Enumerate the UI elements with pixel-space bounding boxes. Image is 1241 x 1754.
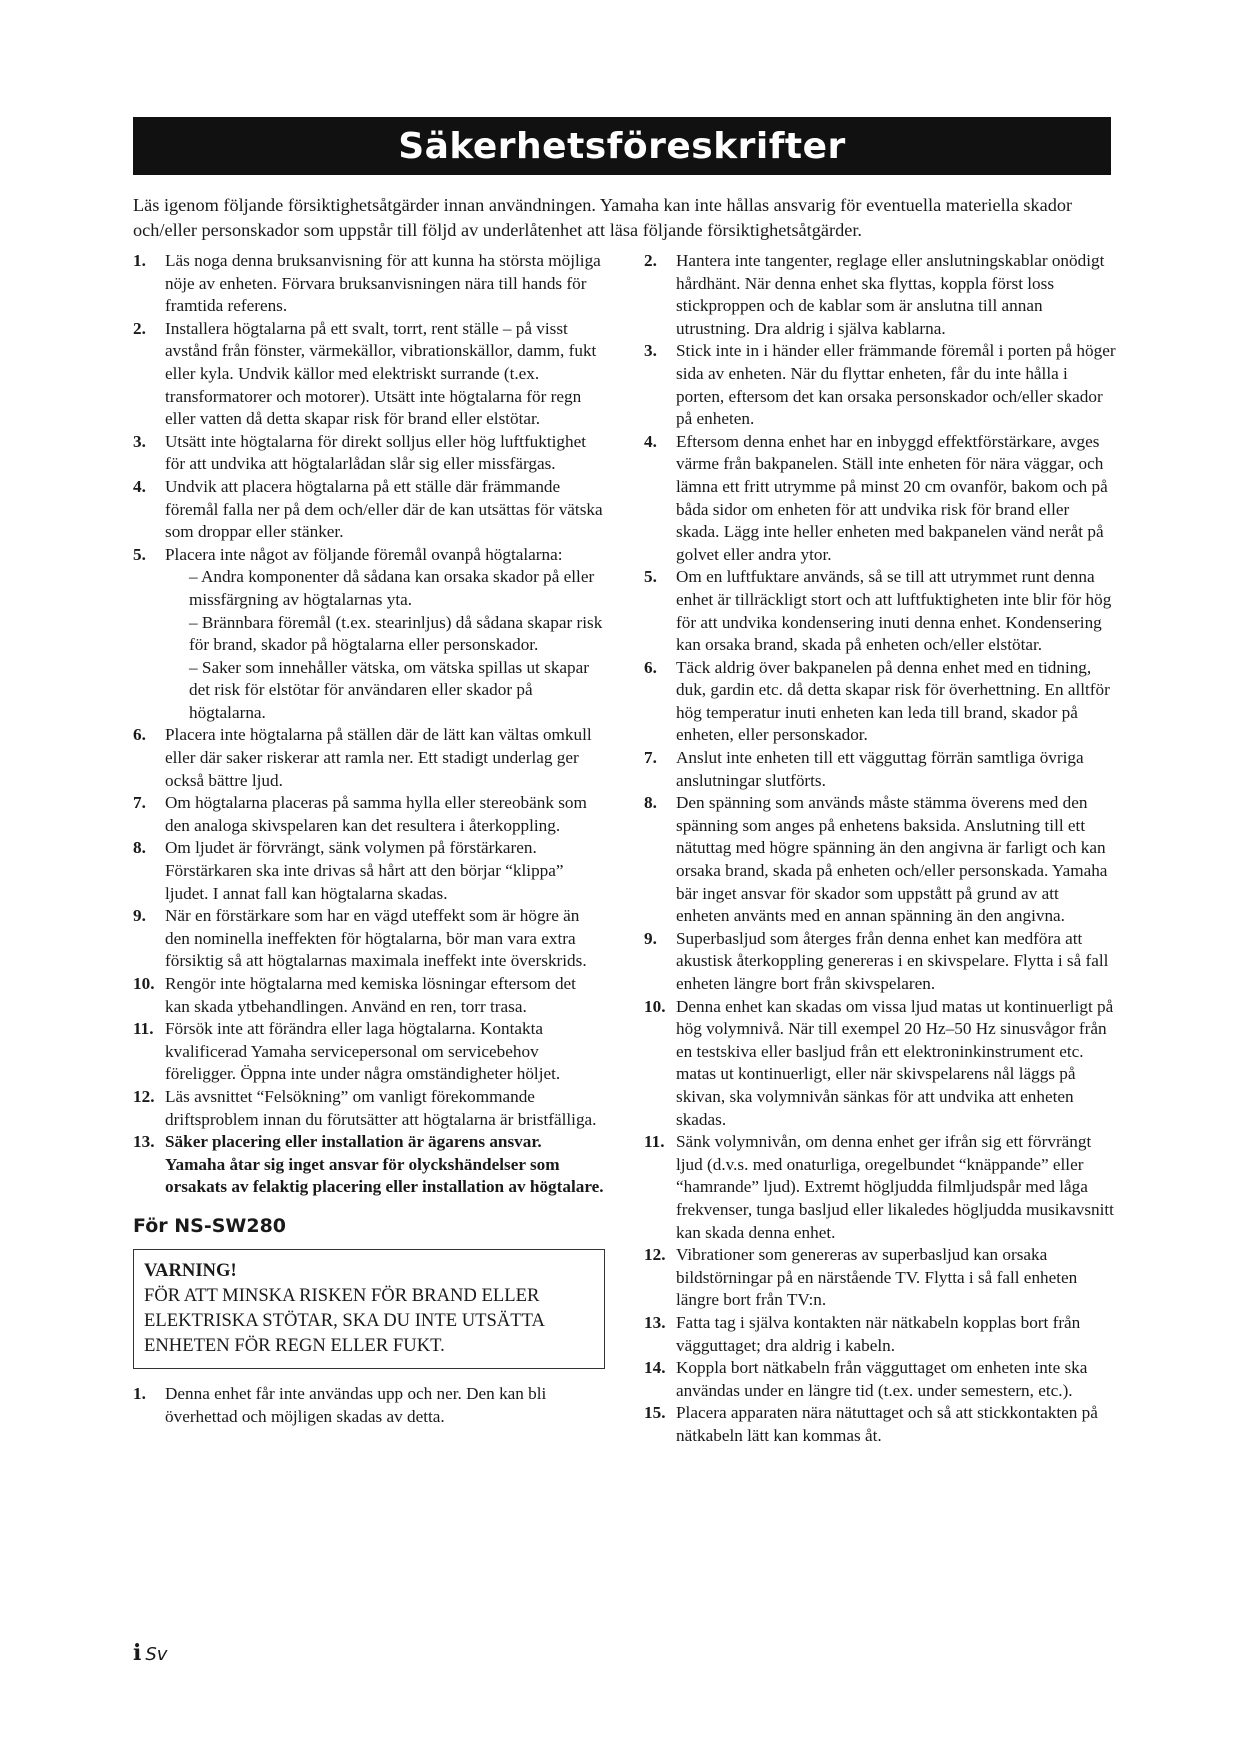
list-item: 7. Anslut inte enheten till ett vägguttag förrän samtliga övriga anslutningar slutförts. (644, 748, 1084, 790)
list-item: 2. Installera högtalarna på ett svalt, torrt, rent ställe – på visst avstånd från fönster, värmekällor, vibrationskällor, damm, fukt eller kyla. Undvik källor med elektriskt surrande (t.ex. transformatorer och motorer). Utsätt inte högtalarna för regn eller vatten då detta skapar risk för brand eller elstötar. (133, 318, 597, 429)
page-footer (133, 1640, 167, 1666)
list-item: 1. Denna enhet får inte användas upp och ner. Den kan bli överhettad och möjligen skadas av detta. (133, 1383, 547, 1426)
left-column (133, 250, 605, 1428)
page-title: Säkerhetsföreskrifter (398, 125, 846, 167)
list-item: 11. Sänk volymnivån, om denna enhet ger ifrån sig ett förvrängt ljud (d.v.s. med onaturliga, oregelbundet “knäppande” eller “hamrande” ljud). Extremt högljudda filmljudspår med låga frekvenser, tunga basljud eller likaledes högljudda musikavsnitt kan skada denna enhet. (644, 1132, 1114, 1242)
sub-list-item: – Andra komponenter då sådana kan orsaka skador på eller missfärgning av högtalarnas yta. (189, 567, 595, 609)
right-column (644, 250, 1116, 1447)
warning-title: VARNING! (144, 1259, 237, 1281)
list-item: 14. Koppla bort nätkabeln från vägguttaget om enheten inte ska användas under en längre tid (t.ex. under semestern, etc.). (644, 1358, 1088, 1400)
list-item: 15. Placera apparaten nära nätuttaget och så att stickkontakten på nätkabeln lätt kan kommas åt. (644, 1403, 1098, 1445)
list-item: 8. Om ljudet är förvrängt, sänk volymen på förstärkaren. Förstärkaren ska inte drivas så hårt att den börjar “klippa” ljudet. I annat fall kan högtalarna skadas. (133, 838, 564, 903)
list-item: 12. Läs avsnittet “Felsökning” om vanligt förekommande driftsproblem innan du förutsätter att högtalarna är bristfälliga. (133, 1086, 597, 1129)
list-item: 6. Täck aldrig över bakpanelen på denna enhet med en tidning, duk, gardin etc. då detta skapar risk för överhettning. En alltför hög temperatur inuti enheten kan leda till brand, skador på enheten, eller personskador. (644, 657, 1110, 745)
page-title-banner (133, 117, 1111, 175)
list-item: 1. Läs noga denna bruksanvisning för att kunna ha största möjliga nöje av enheten. Förvara bruksanvisningen nära till hands för framtida referens. (133, 251, 601, 316)
list-item: 13. Säker placering eller installation är ägarens ansvar. Yamaha åtar sig inget ansvar för olyckshändelser som orsakats av felaktig placering eller installation av högtalare. (133, 1132, 604, 1197)
page-number: i (133, 1640, 142, 1666)
language-code: Sv (145, 1644, 168, 1665)
list-item: 3. Utsätt inte högtalarna för direkt solljus eller hög luftfuktighet för att undvika att högtalarlådan slår sig eller missfärgas. (133, 431, 586, 474)
list-item: 7. Om högtalarna placeras på samma hylla eller stereobänk som den analoga skivspelaren kan det resultera i återkoppling. (133, 793, 587, 835)
list-item: 9. Superbasljud som återges från denna enhet kan medföra att akustisk återkoppling genereras i en skivspelare. Flytta i så fall enheten längre bort från skivspelaren. (644, 928, 1109, 993)
sub-list-item: – Brännbara föremål (t.ex. stearinljus) då sådana skapar risk för brand, skador på högtalarna eller personskador. (189, 612, 603, 655)
list-item: 11. Försök inte att förändra eller laga högtalarna. Kontakta kvalificerad Yamaha servicepersonal om servicebehov föreligger. Öppna inte under några omständigheter höljet. (133, 1019, 561, 1084)
list-item: 4. Eftersom denna enhet har en inbyggd effektförstärkare, avges värme från bakpanelen. Ställ inte enheten för nära väggar, och lämna ett fritt utrymme på minst 20 cm ovanför, bakom och på båda sidor om enheten för att undvika risk för brand eller skada. Lägg inte heller enheten med bakpanelen vänd neråt på golvet eller andra ytor. (644, 431, 1108, 564)
warning-box (133, 1249, 605, 1369)
list-item: 13. Fatta tag i själva kontakten när nätkabeln kopplas bort från vägguttaget; dra aldrig i kabeln. (644, 1312, 1081, 1355)
warning-text: FÖR ATT MINSKA RISKEN FÖR BRAND ELLER ELEKTRISKA STÖTAR, SKA DU INTE UTSÄTTA ENHETEN FÖR REGN ELLER FUKT. (144, 1284, 544, 1356)
list-item: 3. Stick inte in i händer eller främmande föremål i porten på höger sida av enheten. När du flyttar enheten, får du inte hålla i porten, eftersom det kan orsaka personskador och/eller skador på enheten. (644, 341, 1116, 429)
list-item: 8. Den spänning som används måste stämma överens med den spänning som anges på enhetens baksida. Anslutning till ett nätuttag med högre spänning än den angivna är farligt och kan orsaka brand, skada på enheten och/eller personskada. Yamaha bär inget ansvar för skador som uppstått på grund av att enheten använts med en annan spänning än den angivna. (644, 793, 1108, 926)
list-item: 12. Vibrationer som genereras av superbasljud kan orsaka bildstörningar på en närstående TV. Flytta i så fall enheten längre bort från TV:n. (644, 1245, 1078, 1310)
list-item: 6. Placera inte högtalarna på ställen där de lätt kan vältas omkull eller där saker riskerar att ramla ner. Ett stadigt underlag ger också bättre ljud. (133, 725, 592, 790)
list-item: 5. Om en luftfuktare används, så se till att utrymmet runt denna enhet är tillräckligt stort och att luftfuktigheten inte blir för hög för att undvika kondensering inuti denna enhet. Kondensering kan orsaka brand, skada på enheten och/eller elstötar. (644, 567, 1112, 655)
list-item: 10. Rengör inte högtalarna med kemiska lösningar eftersom det kan skada ytbehandlingen. Använd en ren, torr trasa. (133, 974, 576, 1016)
section-heading: För NS-SW280 (133, 1214, 287, 1237)
list-item: 10. Denna enhet kan skadas om vissa ljud matas ut kontinuerligt på hög volymnivå. När till exempel 20 Hz–50 Hz sinusvågor från en testskiva eller basljud från ett elektroninkinstrument etc. matas ut kontinuerligt, eller när skivspelarens nål läggs på skivan, ska volymnivån sänkas för att undvika att enheten skadas. (644, 996, 1114, 1129)
intro-paragraph: Läs igenom följande försiktighetsåtgärder innan användningen. Yamaha kan inte hållas ansvarig för eventuella materiella skador och/eller personskador som uppstår till följd av underlåtenhet att läsa följande försiktighetsåtgärder. (133, 195, 1073, 240)
list-item: 5. Placera inte något av följande föremål ovanpå högtalarna: (133, 544, 563, 564)
list-item: 9. När en förstärkare som har en vägd uteffekt som är högre än den nominella ineffekten för högtalarna, bör man vara extra försiktig så att högtalarnas maximala ineffekt inte överskrids. (133, 906, 587, 971)
list-item: 4. Undvik att placera högtalarna på ett ställe där främmande föremål falla ner på dem och/eller där de kan utsättas för vätska som droppar eller stänker. (133, 476, 603, 542)
sub-list-item: – Saker som innehåller vätska, om vätska spillas ut skapar det risk för elstötar för användaren eller skador på högtalarna. (189, 657, 589, 722)
list-item: 2. Hantera inte tangenter, reglage eller anslutningskablar onödigt hårdhänt. När denna enhet ska flyttas, koppla först loss stickproppen och de kablar som är anslutna till annan utrustning. Dra aldrig i själva kablarna. (644, 251, 1105, 338)
